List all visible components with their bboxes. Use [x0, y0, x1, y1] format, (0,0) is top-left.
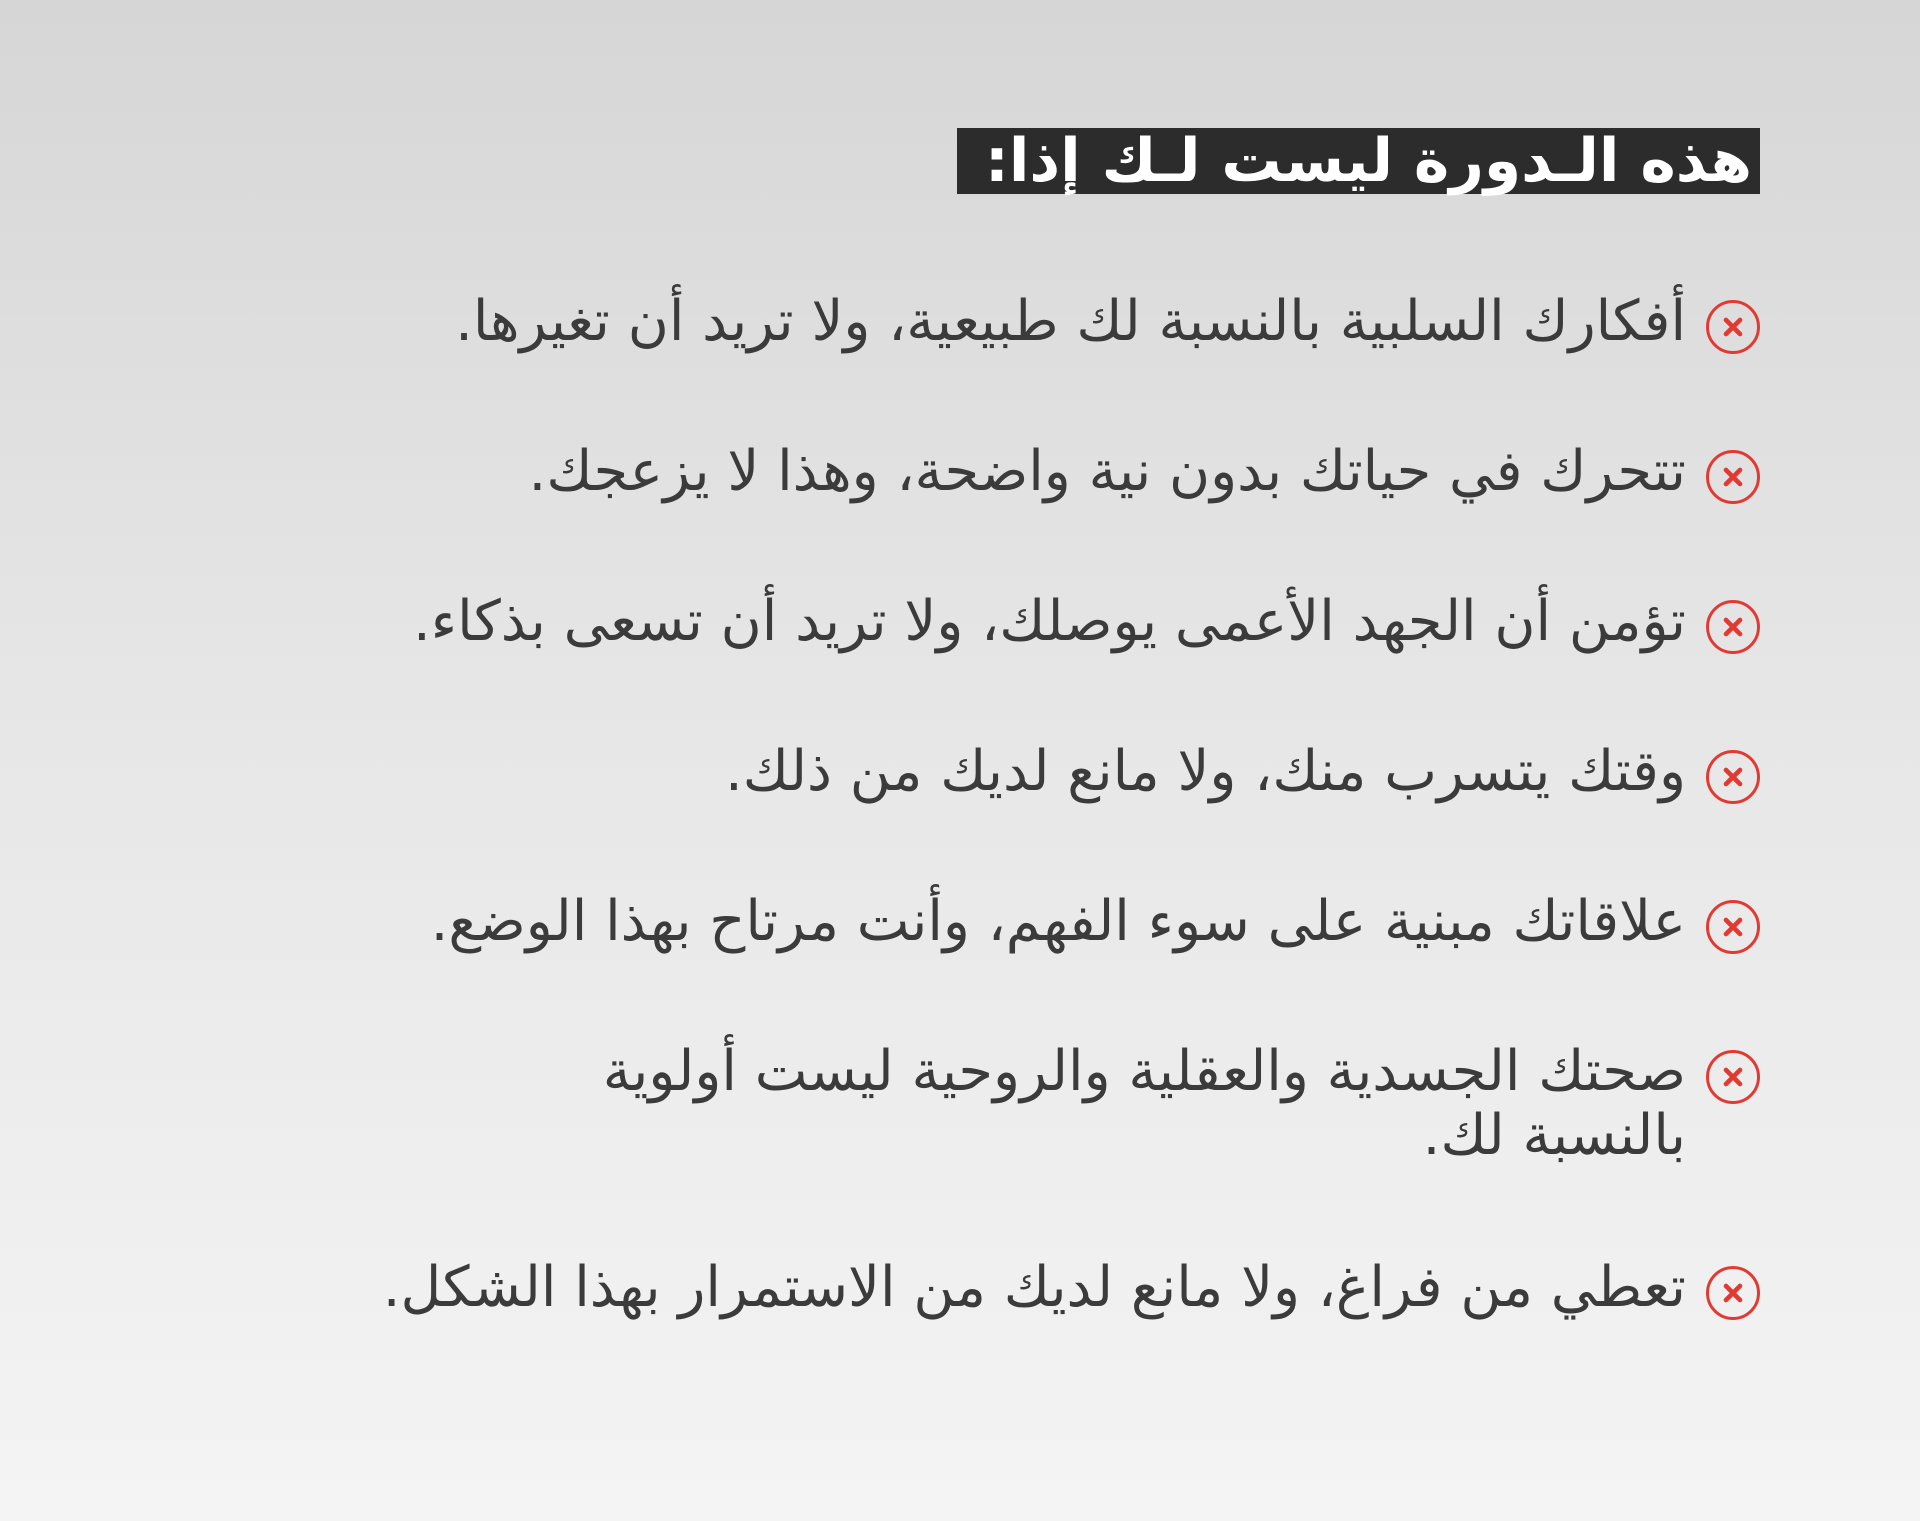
list-item — [200, 1236, 1760, 1386]
item-text: أفكارك السلبية بالنسبة لك طبيعية، ولا تريد أن تغيرها. — [455, 289, 1686, 354]
criteria-list — [200, 270, 1760, 1386]
list-item — [200, 1020, 1760, 1236]
x-circle-icon — [1706, 750, 1760, 804]
item-text: علاقاتك مبنية على سوء الفهم، وأنت مرتاح بهذا الوضع. — [430, 889, 1686, 954]
x-circle-icon — [1706, 600, 1760, 654]
list-item — [200, 270, 1760, 420]
item-text: تعطي من فراغ، ولا مانع لديك من الاستمرار بهذا الشكل. — [382, 1255, 1686, 1320]
list-item — [200, 870, 1760, 1020]
x-circle-icon — [1706, 450, 1760, 504]
item-text: تتحرك في حياتك بدون نية واضحة، وهذا لا يزعجك. — [528, 439, 1686, 504]
item-text: صحتك الجسدية والعقلية والروحية ليست أولوية بالنسبة لك. — [602, 1039, 1686, 1168]
list-item — [200, 420, 1760, 570]
x-circle-icon — [1706, 1050, 1760, 1104]
x-circle-icon — [1706, 900, 1760, 954]
list-item — [200, 720, 1760, 870]
list-item — [200, 570, 1760, 720]
x-circle-icon — [1706, 300, 1760, 354]
item-text: تؤمن أن الجهد الأعمى يوصلك، ولا تريد أن تسعى بذكاء. — [412, 589, 1686, 654]
item-text: وقتك يتسرب منك، ولا مانع لديك من ذلك. — [724, 739, 1686, 804]
x-circle-icon — [1706, 1266, 1760, 1320]
section-heading: هذه الـدورة ليست لـك إذا: — [957, 128, 1760, 194]
